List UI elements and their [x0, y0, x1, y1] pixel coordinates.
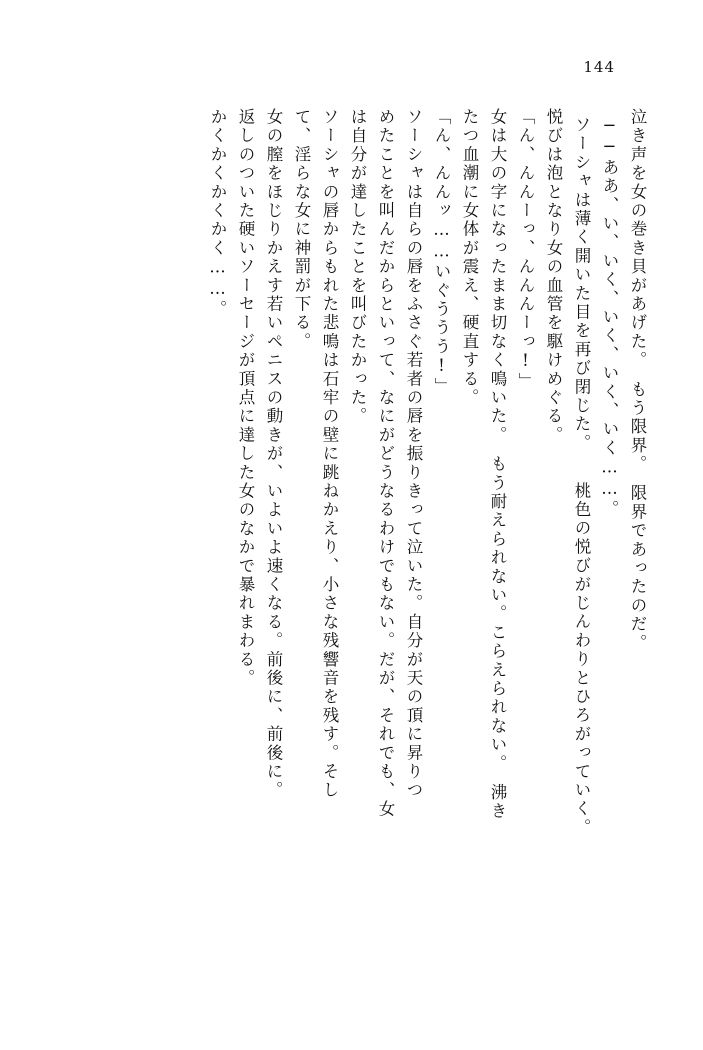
text-column: たつ血潮に女体が震え、硬直する。 — [460, 108, 479, 408]
text-column: 女の膣をほじりかえす若いペニスの動きが、いよいよ速くなる。前後に、前後に。 — [264, 108, 283, 800]
text-column: 女は大の字になったまま切なく鳴いた。 もう耐えられない。こらえられない。 沸き — [488, 108, 507, 821]
text-column: ──ああ、い、いく、いく、いく、いく……。 — [600, 116, 619, 519]
text-column: 「ん、んんッ……いぐううう!」 — [432, 108, 451, 396]
text-column: ソーシャは自らの唇をふさぐ若者の唇を振りきって泣いた。自分が天の頂に昇りつ — [404, 108, 423, 800]
text-column: ソーシャは薄く開いた目を再び閉じた。 桃色の悦びがじんわりとひろがっていく。 — [572, 116, 591, 838]
text-column: かくかくかくかく……。 — [208, 108, 227, 319]
page-number: 144 — [583, 58, 615, 76]
text-column: 「ん、んんーっ、んんんーっ!」 — [516, 108, 535, 391]
text-column: て、淫らな女に神罰が下る。 — [292, 108, 311, 352]
text-column: 泣き声を女の巻き貝があげた。 もう限界。 限界であったのだ。 — [628, 108, 647, 653]
text-column: ソーシャの唇からもれた悲鳴は石牢の壁に跳ねかえり、小さな残響音を残す。そし — [320, 108, 339, 800]
text-column: 悦びは泡となり女の血管を駆けめぐる。 — [544, 108, 563, 445]
text-column: は自分が達したことを叫びたかった。 — [348, 108, 367, 426]
text-column: めたことを叫んだからといって、なにがどうなるわけでもない。だが、それでも、女 — [376, 108, 395, 819]
vertical-text-block — [58, 108, 645, 918]
text-column: 返しのついた硬いソーセージが頂点に達した女のなかで暴れまわる。 — [236, 108, 255, 688]
